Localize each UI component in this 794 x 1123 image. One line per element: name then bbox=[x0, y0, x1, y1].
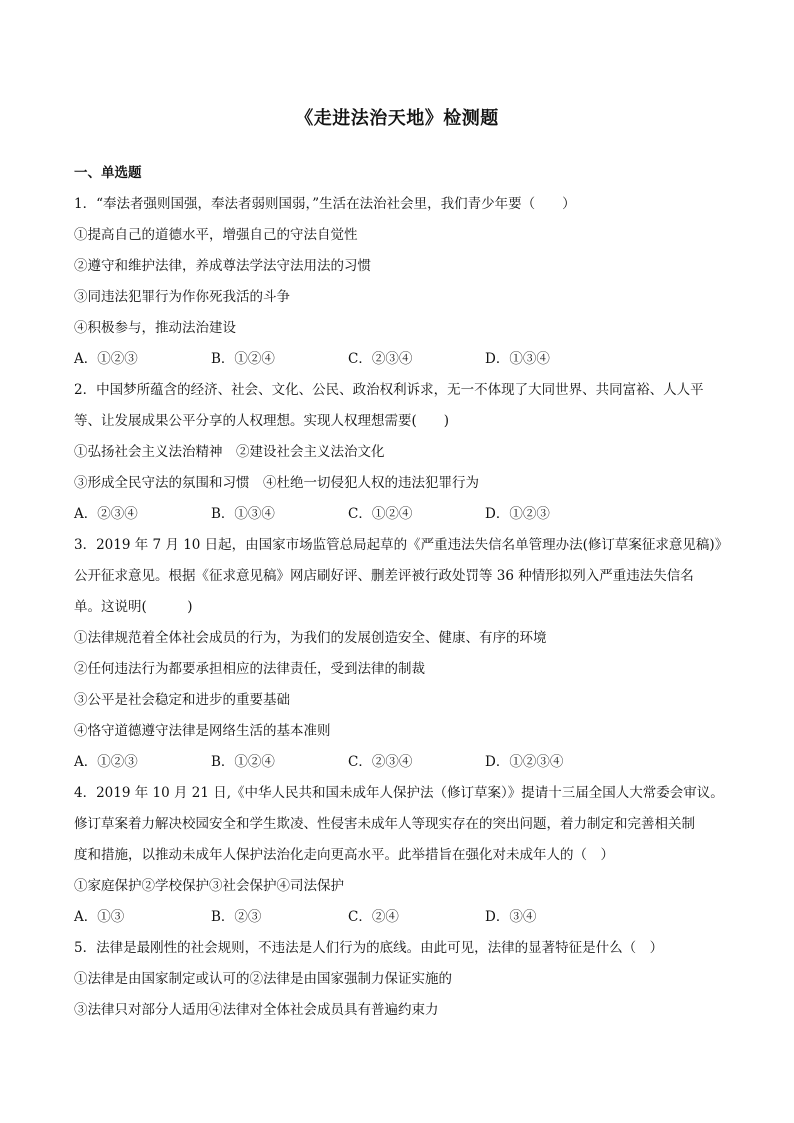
question-4 bbox=[74, 778, 734, 933]
statement-item: ②遵守和维护法律，养成尊法学法守法用法的习惯 bbox=[74, 258, 371, 274]
page-title: 《走进法治天地》检测题 bbox=[295, 108, 499, 129]
question-3 bbox=[74, 530, 734, 778]
question-stem-line: 5．法律是最刚性的社会规则，不违法是人们行为的底线。由此可见，法律的显著特征是什么（ ） bbox=[74, 940, 664, 956]
question-1 bbox=[74, 189, 734, 375]
statement-item: ②任何违法行为都要承担相应的法律责任，受到法律的制裁 bbox=[74, 661, 425, 677]
question-stem-line: 等、让发展成果公平分享的人权理想。实现人权理想需要( ) bbox=[74, 413, 450, 429]
question-5 bbox=[74, 933, 734, 1026]
statement-item: ①家庭保护②学校保护③社会保护④司法保护 bbox=[74, 878, 344, 894]
statement-item: ①法律规范着全体社会成员的行为，为我们的发展创造安全、健康、有序的环境 bbox=[74, 630, 547, 646]
statement-item: ①弘扬社会主义法治精神 ②建设社会主义法治文化 bbox=[74, 444, 385, 460]
answer-option-d[interactable]: D．①②③ bbox=[485, 506, 550, 522]
statement-item: ③法律只对部分人适用④法律对全体社会成员具有普遍约束力 bbox=[74, 1002, 439, 1018]
answer-option-b[interactable]: B．①②④ bbox=[211, 351, 275, 367]
answer-option-c[interactable]: C．②③④ bbox=[348, 351, 413, 367]
answer-option-a[interactable]: A．①②③ bbox=[74, 754, 138, 770]
statement-item: ③公平是社会稳定和进步的重要基础 bbox=[74, 692, 290, 708]
answer-option-b[interactable]: B．②③ bbox=[211, 909, 262, 925]
answer-option-a[interactable]: A．①②③ bbox=[74, 351, 138, 367]
statement-item: ③同违法犯罪行为作你死我活的斗争 bbox=[74, 289, 290, 305]
question-stem-line: 单。这说明( ) bbox=[74, 599, 193, 615]
question-stem-line: 公开征求意见。根据《征求意见稿》网店刷好评、删差评被行政处罚等 36 种情形拟列入严重违法失信名 bbox=[74, 568, 694, 584]
question-stem-line: 4．2019 年 10 月 21 日,《中华人民共和国未成年人保护法（修订草案）》提请十三届全国人大常委会审议。 bbox=[74, 785, 724, 801]
exam-content bbox=[74, 158, 734, 1026]
answer-option-c[interactable]: C．②③④ bbox=[348, 754, 413, 770]
answer-options bbox=[74, 499, 734, 530]
statement-item: ④积极参与，推动法治建设 bbox=[74, 320, 236, 336]
answer-option-c[interactable]: C．②④ bbox=[348, 909, 399, 925]
answer-options bbox=[74, 747, 734, 778]
answer-option-d[interactable]: D．①②③④ bbox=[485, 754, 564, 770]
statement-item: ③形成全民守法的氛围和习惯 ④杜绝一切侵犯人权的违法犯罪行为 bbox=[74, 475, 479, 491]
answer-option-a[interactable]: A．①③ bbox=[74, 909, 125, 925]
answer-option-d[interactable]: D．①③④ bbox=[485, 351, 550, 367]
section-heading: 一、单选题 bbox=[74, 165, 142, 181]
answer-option-b[interactable]: B．①③④ bbox=[211, 506, 275, 522]
answer-option-c[interactable]: C．①②④ bbox=[348, 506, 413, 522]
statement-item: ①提高自己的道德水平，增强自己的守法自觉性 bbox=[74, 227, 358, 243]
question-stem-line: 修订草案着力解决校园安全和学生欺凌、性侵害未成年人等现实存在的突出问题，着力制定和完善相关制 bbox=[74, 816, 695, 832]
question-stem-line: 3．2019 年 7 月 10 日起，由国家市场监管总局起草的《严重违法失信名单管理办法(修订草案征求意见稿)》 bbox=[74, 537, 729, 553]
question-2 bbox=[74, 375, 734, 530]
answer-option-a[interactable]: A．②③④ bbox=[74, 506, 138, 522]
statement-item: ④恪守道德遵守法律是网络生活的基本准则 bbox=[74, 723, 331, 739]
question-stem-line: 1．“奉法者强则国强，奉法者弱则国弱，”生活在法治社会里，我们青少年要（ ） bbox=[74, 196, 576, 212]
statement-item: ①法律是由国家制定或认可的②法律是由国家强制力保证实施的 bbox=[74, 971, 452, 987]
question-stem-line: 度和措施，以推动未成年人保护法治化走向更高水平。此举措旨在强化对未成年人的（ ） bbox=[74, 847, 614, 863]
answer-options bbox=[74, 902, 734, 933]
question-stem-line: 2．中国梦所蕴含的经济、社会、文化、公民、政治权利诉求，无一不体现了大同世界、共同富裕、人人平 bbox=[74, 382, 704, 398]
answer-option-d[interactable]: D．③④ bbox=[485, 909, 537, 925]
answer-options bbox=[74, 344, 734, 375]
answer-option-b[interactable]: B．①②④ bbox=[211, 754, 275, 770]
